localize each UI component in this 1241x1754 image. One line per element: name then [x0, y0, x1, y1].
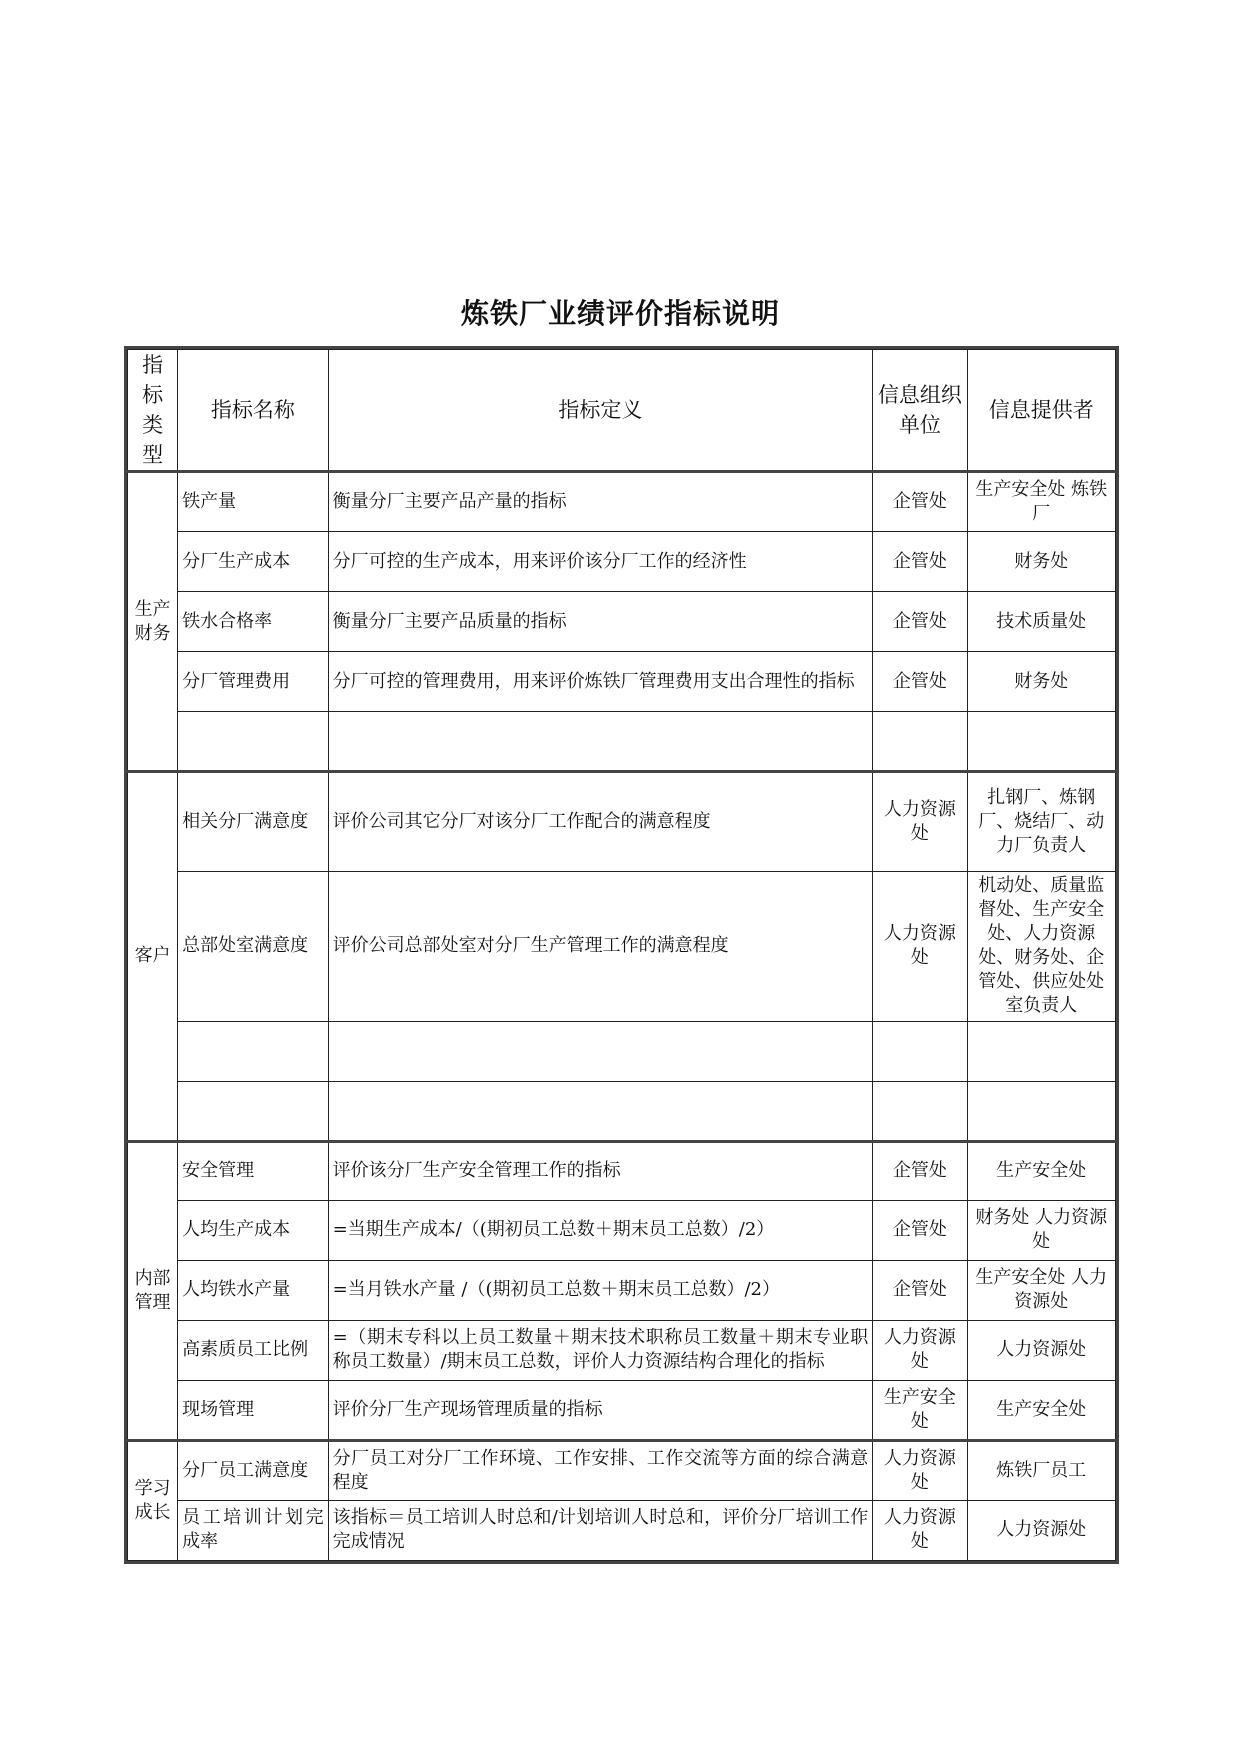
empty-row [128, 1021, 1116, 1081]
category-production: 生产财务 [128, 472, 178, 772]
indicator-definition: 该指标＝员工培训人时总和/计划培训人时总和，评价分厂培训工作完成情况 [328, 1500, 873, 1560]
indicator-definition: 评价公司其它分厂对该分厂工作配合的满意程度 [328, 772, 873, 871]
empty-cell [873, 1081, 967, 1141]
indicator-provider: 财务处 人力资源处 [967, 1200, 1115, 1260]
indicator-definition: =当月铁水产量 /（(期初员工总数＋期末员工总数）/2） [328, 1260, 873, 1320]
header-type: 指标类型 [128, 350, 178, 472]
indicator-table [124, 346, 1119, 1564]
table-row [128, 652, 1116, 712]
indicator-name: 总部处室满意度 [178, 871, 328, 1021]
indicator-provider: 财务处 [967, 652, 1115, 712]
empty-cell [873, 1021, 967, 1081]
table-row [128, 1380, 1116, 1440]
indicator-definition: 评价分厂生产现场管理质量的指标 [328, 1380, 873, 1440]
table-row [128, 472, 1116, 532]
indicator-provider: 机动处、质量监督处、生产安全处、人力资源处、财务处、企管处、供应处处室负责人 [967, 871, 1115, 1021]
category-customer: 客户 [128, 772, 178, 1142]
indicator-name: 高素质员工比例 [178, 1320, 328, 1380]
indicator-definition: 分厂员工对分厂工作环境、工作安排、工作交流等方面的综合满意程度 [328, 1440, 873, 1500]
table-row [128, 772, 1116, 871]
table-row [128, 532, 1116, 592]
indicator-provider: 财务处 [967, 532, 1115, 592]
empty-cell [178, 1081, 328, 1141]
empty-cell [873, 712, 967, 772]
empty-cell [328, 1081, 873, 1141]
indicator-provider: 生产安全处 [967, 1380, 1115, 1440]
indicator-org: 人力资源处 [873, 1440, 967, 1500]
indicator-definition: 分厂可控的管理费用，用来评价炼铁厂管理费用支出合理性的指标 [328, 652, 873, 712]
indicator-name: 铁水合格率 [178, 592, 328, 652]
table-row [128, 1200, 1116, 1260]
indicator-provider: 生产安全处 [967, 1141, 1115, 1200]
empty-cell [328, 712, 873, 772]
indicator-name: 分厂管理费用 [178, 652, 328, 712]
indicator-definition: =（期末专科以上员工数量＋期末技术职称员工数量＋期末专业职称员工数量）/期末员工总数，评价人力资源结构合理化的指标 [328, 1320, 873, 1380]
empty-cell [967, 1021, 1115, 1081]
indicator-provider: 生产安全处 炼铁厂 [967, 472, 1115, 532]
indicator-org: 企管处 [873, 652, 967, 712]
indicator-org: 人力资源处 [873, 1320, 967, 1380]
table-row [128, 1500, 1116, 1560]
empty-row [128, 1081, 1116, 1141]
indicator-org: 企管处 [873, 1260, 967, 1320]
empty-cell [967, 712, 1115, 772]
indicator-provider: 人力资源处 [967, 1320, 1115, 1380]
empty-row [128, 712, 1116, 772]
table-row [128, 871, 1116, 1021]
table-row [128, 1320, 1116, 1380]
table-row [128, 592, 1116, 652]
header-provider: 信息提供者 [967, 350, 1115, 472]
indicator-org: 企管处 [873, 1200, 967, 1260]
indicator-name: 安全管理 [178, 1141, 328, 1200]
indicator-name: 现场管理 [178, 1380, 328, 1440]
indicator-org: 人力资源处 [873, 871, 967, 1021]
indicator-definition: 衡量分厂主要产品质量的指标 [328, 592, 873, 652]
table-row [128, 1141, 1116, 1200]
indicator-org: 企管处 [873, 1141, 967, 1200]
indicator-provider: 技术质量处 [967, 592, 1115, 652]
empty-cell [178, 712, 328, 772]
empty-cell [178, 1021, 328, 1081]
indicator-definition: 评价该分厂生产安全管理工作的指标 [328, 1141, 873, 1200]
indicator-name: 人均铁水产量 [178, 1260, 328, 1320]
indicator-org: 企管处 [873, 592, 967, 652]
table-row [128, 1260, 1116, 1320]
indicator-name: 人均生产成本 [178, 1200, 328, 1260]
table-header-row [128, 350, 1116, 472]
indicator-name: 铁产量 [178, 472, 328, 532]
indicator-table-grid [127, 349, 1116, 1561]
indicator-name: 分厂员工满意度 [178, 1440, 328, 1500]
indicator-org: 企管处 [873, 532, 967, 592]
indicator-name: 分厂生产成本 [178, 532, 328, 592]
indicator-org: 人力资源处 [873, 772, 967, 871]
indicator-org: 生产安全处 [873, 1380, 967, 1440]
indicator-org: 人力资源处 [873, 1500, 967, 1560]
indicator-provider: 炼铁厂员工 [967, 1440, 1115, 1500]
header-definition: 指标定义 [328, 350, 873, 472]
header-name: 指标名称 [178, 350, 328, 472]
indicator-name: 员工培训计划完成率 [178, 1500, 328, 1560]
header-org-unit: 信息组织单位 [873, 350, 967, 472]
indicator-org: 企管处 [873, 472, 967, 532]
indicator-provider: 生产安全处 人力资源处 [967, 1260, 1115, 1320]
table-row [128, 1440, 1116, 1500]
indicator-definition: 衡量分厂主要产品产量的指标 [328, 472, 873, 532]
indicator-definition: =当期生产成本/（(期初员工总数＋期末员工总数）/2） [328, 1200, 873, 1260]
empty-cell [328, 1021, 873, 1081]
indicator-definition: 分厂可控的生产成本，用来评价该分厂工作的经济性 [328, 532, 873, 592]
category-internal: 内部管理 [128, 1141, 178, 1440]
page-title: 炼铁厂业绩评价指标说明 [460, 297, 780, 330]
indicator-name: 相关分厂满意度 [178, 772, 328, 871]
indicator-provider: 扎钢厂、炼钢厂、烧结厂、动力厂负责人 [967, 772, 1115, 871]
indicator-definition: 评价公司总部处室对分厂生产管理工作的满意程度 [328, 871, 873, 1021]
indicator-provider: 人力资源处 [967, 1500, 1115, 1560]
empty-cell [967, 1081, 1115, 1141]
category-learning: 学习成长 [128, 1440, 178, 1560]
